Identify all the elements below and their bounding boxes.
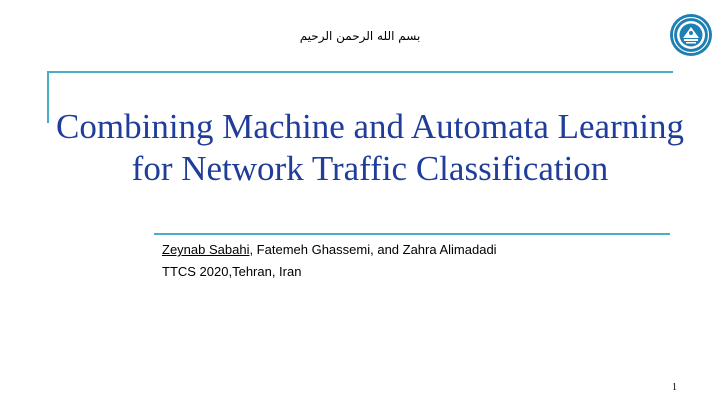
slide-title	[20, 106, 720, 190]
title-frame-top-rule	[47, 71, 673, 73]
presenting-author: Zeynab Sabahi	[162, 242, 250, 257]
subtitle-rule	[154, 233, 670, 235]
venue-line: TTCS 2020,Tehran, Iran	[162, 264, 302, 279]
title-line-1: Combining Machine and Automata Learning	[56, 107, 684, 146]
slide-page-number: 1	[672, 382, 677, 393]
slide-subtitle	[162, 239, 497, 283]
co-authors: , Fatemeh Ghassemi, and Zahra Alimadadi	[249, 242, 497, 257]
title-line-2: for Network Traffic Classification	[131, 149, 609, 188]
bismillah-text: بسم الله الرحمن الرحیم	[299, 29, 421, 43]
university-logo-icon	[669, 13, 713, 57]
authors-line	[162, 239, 497, 261]
